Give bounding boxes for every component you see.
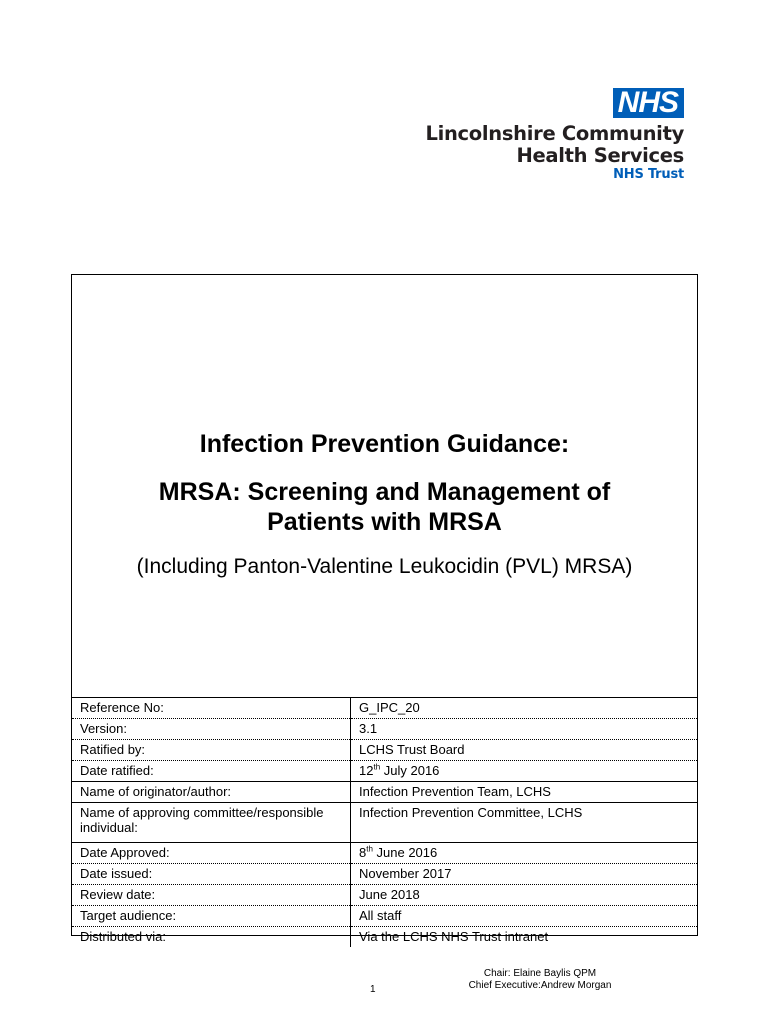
title-area [72, 427, 697, 581]
table-row [72, 864, 697, 885]
date-approved-value [351, 843, 698, 864]
table-row [72, 906, 697, 927]
approving-value: Infection Prevention Committee, LCHS [351, 803, 698, 843]
nhs-logo [404, 88, 684, 183]
distributed-label: Distributed via: [72, 927, 351, 948]
org-name-line2: Health Services [516, 144, 684, 167]
ratified-by-value: LCHS Trust Board [351, 740, 698, 761]
footer-signatories [440, 968, 640, 992]
cover-box [71, 274, 698, 944]
date-ratified-suffix: th [373, 762, 381, 772]
org-name-line1: Lincolnshire Community [425, 122, 684, 145]
version-label: Version: [72, 719, 351, 740]
org-trust-label: NHS Trust [613, 167, 684, 182]
ratified-by-label: Ratified by: [72, 740, 351, 761]
table-row [72, 885, 697, 906]
document-subtitle: (Including Panton-Valentine Leukocidin (PVL) MRSA) [136, 555, 633, 578]
document-title: Infection Prevention Guidance: [199, 430, 570, 458]
table-row [72, 698, 697, 719]
table-row [72, 782, 697, 803]
footer-chair: Chair: Elaine Baylis QPM [483, 968, 597, 979]
date-approved-label: Date Approved: [72, 843, 351, 864]
reference-value: G_IPC_20 [351, 698, 698, 719]
distributed-value: Via the LCHS NHS Trust intranet [351, 927, 698, 948]
table-row [72, 719, 697, 740]
table-row [72, 843, 697, 864]
date-issued-label: Date issued: [72, 864, 351, 885]
author-value: Infection Prevention Team, LCHS [351, 782, 698, 803]
review-date-value: June 2018 [351, 885, 698, 906]
target-audience-label: Target audience: [72, 906, 351, 927]
document-info-table [72, 697, 697, 947]
date-approved-day: 8 [359, 845, 367, 860]
date-ratified-day: 12 [359, 763, 374, 778]
nhs-mark: NHS [613, 88, 684, 118]
target-audience-value: All staff [351, 906, 698, 927]
table-row [72, 803, 697, 843]
date-issued-value: November 2017 [351, 864, 698, 885]
date-ratified-value [351, 761, 698, 782]
date-approved-rest: June 2016 [372, 845, 438, 860]
footer-chief-executive: Chief Executive:Andrew Morgan [468, 980, 612, 991]
author-label: Name of originator/author: [72, 782, 351, 803]
date-approved-suffix: th [366, 844, 373, 854]
review-date-label: Review date: [72, 885, 351, 906]
table-row [72, 761, 697, 782]
table-row [72, 740, 697, 761]
date-ratified-label: Date ratified: [72, 761, 351, 782]
version-value: 3.1 [351, 719, 698, 740]
document-title-main: MRSA: Screening and Management of Patients with MRSA [158, 478, 611, 536]
table-row [72, 927, 697, 948]
reference-label: Reference No: [72, 698, 351, 719]
page-number: 1 [370, 984, 376, 995]
approving-label: Name of approving committee/responsible individual: [72, 803, 351, 843]
date-ratified-rest: July 2016 [380, 763, 440, 778]
